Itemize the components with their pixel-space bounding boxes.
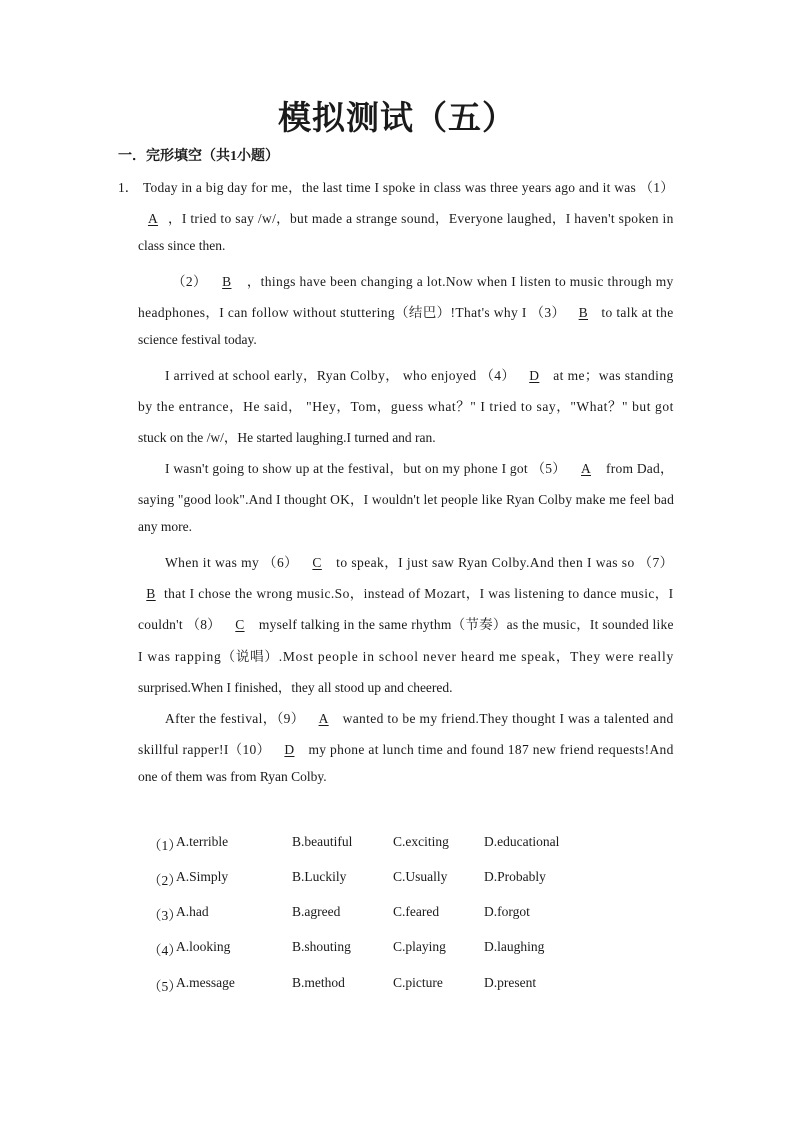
option-number: （4） (148, 943, 182, 958)
answer-blank: A (318, 711, 329, 726)
passage-text: wanted to be my friend.They thought I was a talented and (342, 711, 674, 726)
option-choice-b: B.Luckily (292, 869, 347, 884)
passage-text: ，things have been changing a lot.Now when I listen to music through my (246, 274, 674, 289)
section-heading: 一．完形填空（共1小题） (118, 149, 279, 164)
passage-text: by the entrance，He said， "Hey，Tom，guess what？" I tried to say，"What？" but got (138, 399, 674, 414)
option-choice-a: A.had (176, 904, 209, 919)
option-choice-d: D.laughing (484, 939, 545, 954)
option-choice-a: A.looking (176, 939, 231, 954)
passage-line (138, 301, 674, 321)
option-number: （3） (148, 908, 182, 923)
passage-line (138, 332, 257, 348)
passage-line (138, 582, 674, 602)
passage-line (165, 364, 674, 384)
passage-line (165, 551, 674, 571)
passage-line (138, 613, 674, 633)
answer-blank: D (529, 368, 540, 383)
passage-line (138, 738, 674, 758)
passage-text: science festival today. (138, 332, 257, 347)
option-choice-a: A.terrible (176, 834, 229, 849)
answer-blank: A (147, 211, 159, 226)
passage-text: couldn't （8） (138, 617, 221, 632)
passage-text: saying "good look".And I thought OK，I wouldn't let people like Ryan Colby make me feel bad (138, 492, 674, 507)
passage-text: stuck on the /w/，He started laughing.I turned and ran. (138, 430, 436, 445)
option-choice-d: D.present (484, 975, 537, 990)
answer-blank: B (146, 586, 156, 601)
option-choice-d: D.educational (484, 834, 560, 849)
passage-text: Today in a big day for me，the last time I spoke in class was three years ago and it was （1） (143, 180, 674, 195)
answer-blank: A (581, 461, 591, 476)
passage-line (138, 207, 674, 227)
option-choice-d: D.Probably (484, 869, 546, 884)
passage-text: I arrived at school early，Ryan Colby， who enjoyed （4） (165, 368, 516, 383)
passage-text: After the festival，（9） (165, 711, 305, 726)
option-choice-d: D.forgot (484, 904, 530, 919)
passage-text: skillful rapper!I（10） (138, 742, 271, 757)
option-choice-b: B.beautiful (292, 834, 353, 849)
passage-line (165, 457, 674, 477)
passage-text: ，I tried to say /w/，but made a strange sound，Everyone laughed，I haven't spoken in (168, 211, 674, 226)
option-choice-c: C.feared (393, 904, 440, 919)
answer-blank: B (222, 274, 232, 289)
passage-text: from Dad， (606, 461, 674, 476)
option-number: （1） (148, 838, 182, 853)
option-choice-c: C.exciting (393, 834, 449, 849)
passage-text: class since then. (138, 238, 226, 253)
passage-text: one of them was from Ryan Colby. (138, 769, 327, 784)
passage-text: headphones，I can follow without stuttering（结巴）!That's why I （3） (138, 305, 566, 320)
option-choice-c: C.Usually (393, 869, 448, 884)
answer-blank: C (312, 555, 322, 570)
passage-line (138, 769, 327, 785)
option-choice-c: C.picture (393, 975, 443, 990)
passage-line (172, 270, 674, 290)
passage-text: I was rapping（说唱）.Most people in school never heard me speak，They were really (138, 649, 674, 664)
question-number: 1． (118, 180, 139, 195)
option-choice-b: B.agreed (292, 904, 341, 919)
passage-text: When it was my （6） (165, 555, 299, 570)
answer-blank: B (578, 305, 589, 320)
option-number: （2） (148, 873, 182, 888)
passage-text: I wasn't going to show up at the festival，but on my phone I got （5） (165, 461, 566, 476)
passage-line (165, 707, 674, 727)
passage-text: that I chose the wrong music.So，instead of Mozart，I was listening to dance music，I (164, 586, 674, 601)
passage-text: to talk at the (601, 305, 674, 320)
passage-text: at me；was standing (553, 368, 674, 383)
option-choice-b: B.shouting (292, 939, 351, 954)
option-number: （5） (148, 979, 182, 994)
passage-line (138, 488, 674, 508)
answer-blank: D (284, 742, 295, 757)
passage-line (138, 676, 453, 696)
passage-text: myself talking in the same rhythm（节奏）as the music，It sounded like (258, 617, 674, 632)
passage-text: any more. (138, 519, 192, 534)
answer-blank: C (235, 617, 245, 632)
passage-line (143, 176, 674, 196)
option-choice-a: A.Simply (176, 869, 229, 884)
passage-text: （2） (172, 274, 207, 289)
passage-line (138, 426, 436, 446)
passage-text: to speak，I just saw Ryan Colby.And then I was so （7） (336, 555, 674, 570)
passage-text: surprised.When I finished，they all stood up and cheered. (138, 680, 453, 695)
option-choice-b: B.method (292, 975, 345, 990)
option-choice-a: A.message (176, 975, 235, 990)
page-title: 模拟测试（五） (278, 98, 516, 137)
passage-line (138, 238, 225, 254)
passage-text: my phone at lunch time and found 187 new friend requests!And (308, 742, 674, 757)
option-choice-c: C.playing (393, 939, 446, 954)
passage-line (138, 519, 192, 535)
passage-line (138, 645, 674, 665)
passage-line (138, 395, 674, 415)
